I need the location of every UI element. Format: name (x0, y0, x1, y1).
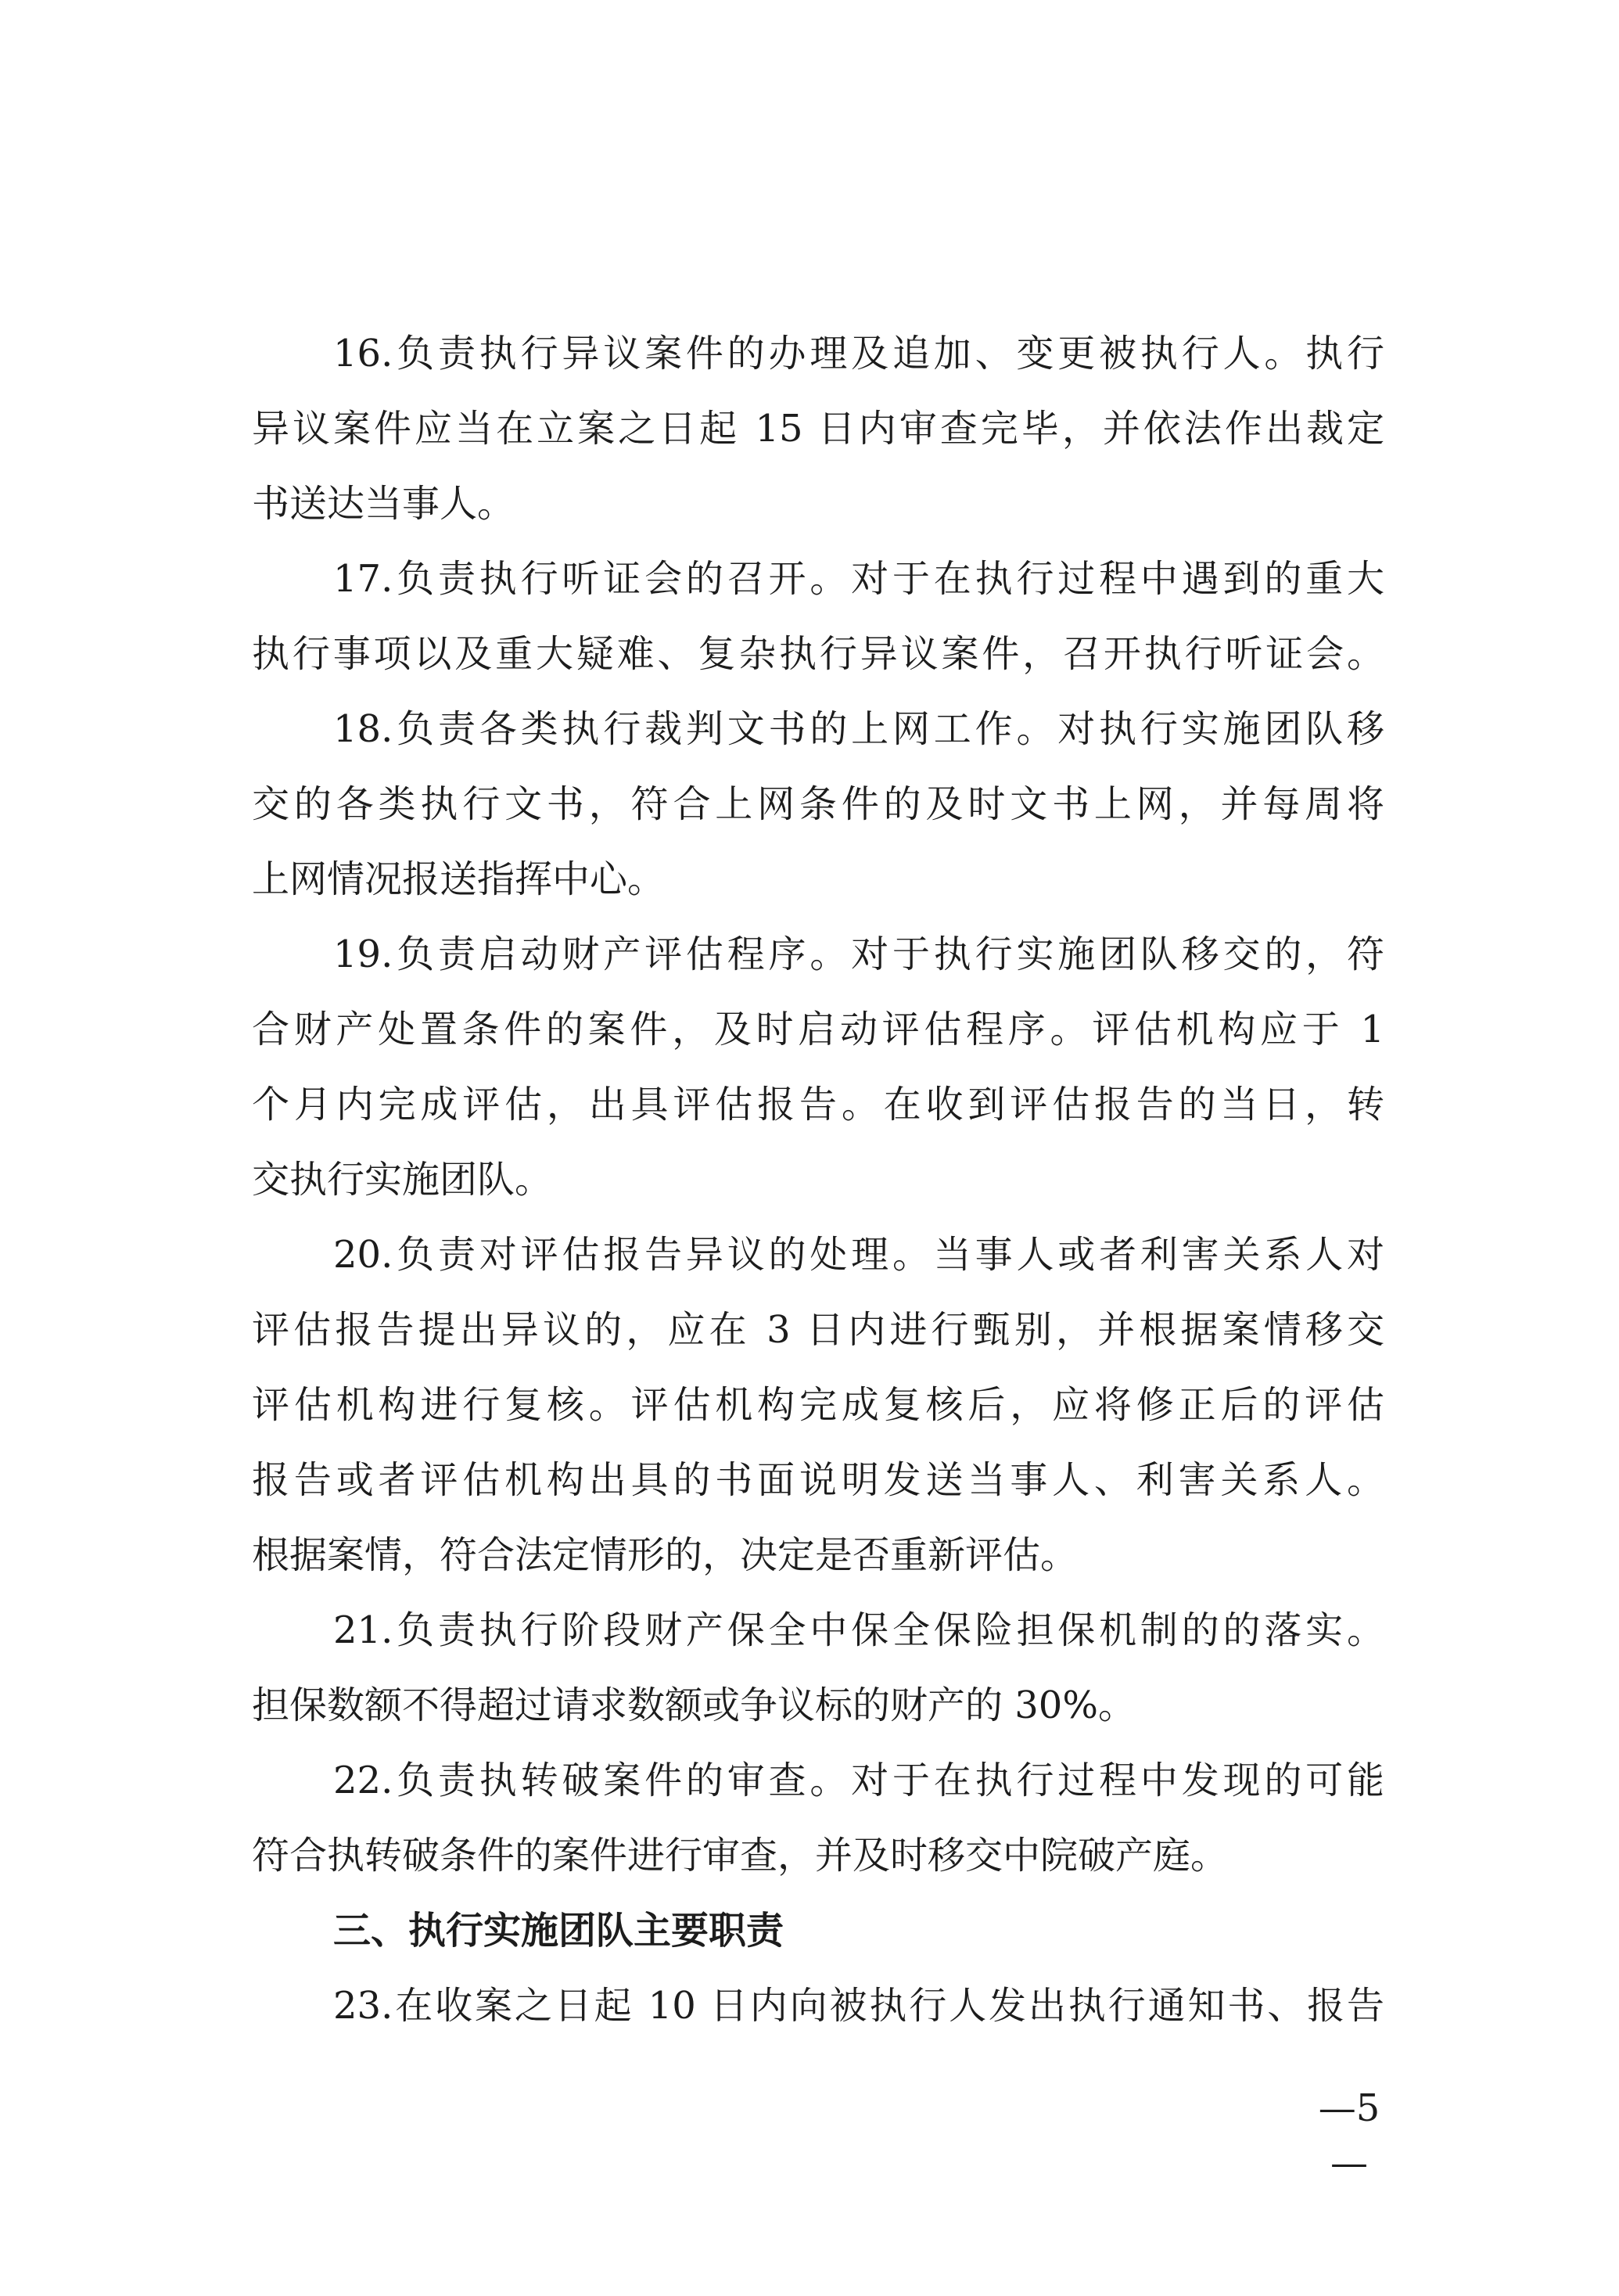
paragraph-21-line-1: 21.负责执行阶段财产保全中保全保险担保机制的的落实。 (333, 1608, 1384, 1652)
paragraph-20-line-1: 20.负责对评估报告异议的处理。当事人或者利害关系人对 (333, 1233, 1384, 1277)
paragraph-19-line-4: 交执行实施团队。 (252, 1158, 553, 1202)
paragraph-16-line-2: 异议案件应当在立案之日起 15 日内审查完毕，并依法作出裁定 (252, 407, 1384, 451)
paragraph-19-line-3: 个月内完成评估，出具评估报告。在收到评估报告的当日，转 (252, 1083, 1384, 1126)
paragraph-19-line-2: 合财产处置条件的案件，及时启动评估程序。评估机构应于 1 (252, 1008, 1384, 1051)
paragraph-20-line-2: 评估报告提出异议的，应在 3 日内进行甄别，并根据案情移交 (252, 1308, 1384, 1352)
paragraph-18-line-3: 上网情况报送指挥中心。 (252, 857, 666, 901)
paragraph-20-line-4: 报告或者评估机构出具的书面说明发送当事人、利害关系人。 (252, 1458, 1384, 1502)
paragraph-16-line-1: 16.负责执行异议案件的办理及追加、变更被执行人。执行 (333, 332, 1384, 375)
paragraph-19-line-1: 19.负责启动财产评估程序。对于执行实施团队移交的，符 (333, 932, 1384, 976)
paragraph-18-line-1: 18.负责各类执行裁判文书的上网工作。对执行实施团队移 (333, 707, 1384, 751)
paragraph-16-line-3: 书送达当事人。 (252, 482, 515, 526)
paragraph-21-line-2: 担保数额不得超过请求数额或争议标的财产的 30%。 (252, 1683, 1136, 1727)
paragraph-17-line-1: 17.负责执行听证会的召开。对于在执行过程中遇到的重大 (333, 557, 1384, 601)
paragraph-23-line-1: 23.在收案之日起 10 日内向被执行人发出执行通知书、报告 (333, 1984, 1384, 2028)
paragraph-22-line-2: 符合执转破条件的案件进行审查，并及时移交中院破产庭。 (252, 1834, 1229, 1877)
paragraph-20-line-3: 评估机构进行复核。评估机构完成复核后，应将修正后的评估 (252, 1383, 1384, 1427)
paragraph-17-line-2: 执行事项以及重大疑难、复杂执行异议案件，召开执行听证会。 (252, 632, 1384, 676)
paragraph-18-line-2: 交的各类执行文书，符合上网条件的及时文书上网，并每周将 (252, 782, 1384, 826)
paragraph-22-line-1: 22.负责执转破案件的审查。对于在执行过程中发现的可能 (333, 1759, 1384, 1802)
paragraph-20-line-5: 根据案情，符合法定情形的，决定是否重新评估。 (252, 1533, 1079, 1577)
section-heading: 三、执行实施团队主要职责 (333, 1909, 784, 1953)
page-number: —5— (1318, 2086, 1380, 2185)
